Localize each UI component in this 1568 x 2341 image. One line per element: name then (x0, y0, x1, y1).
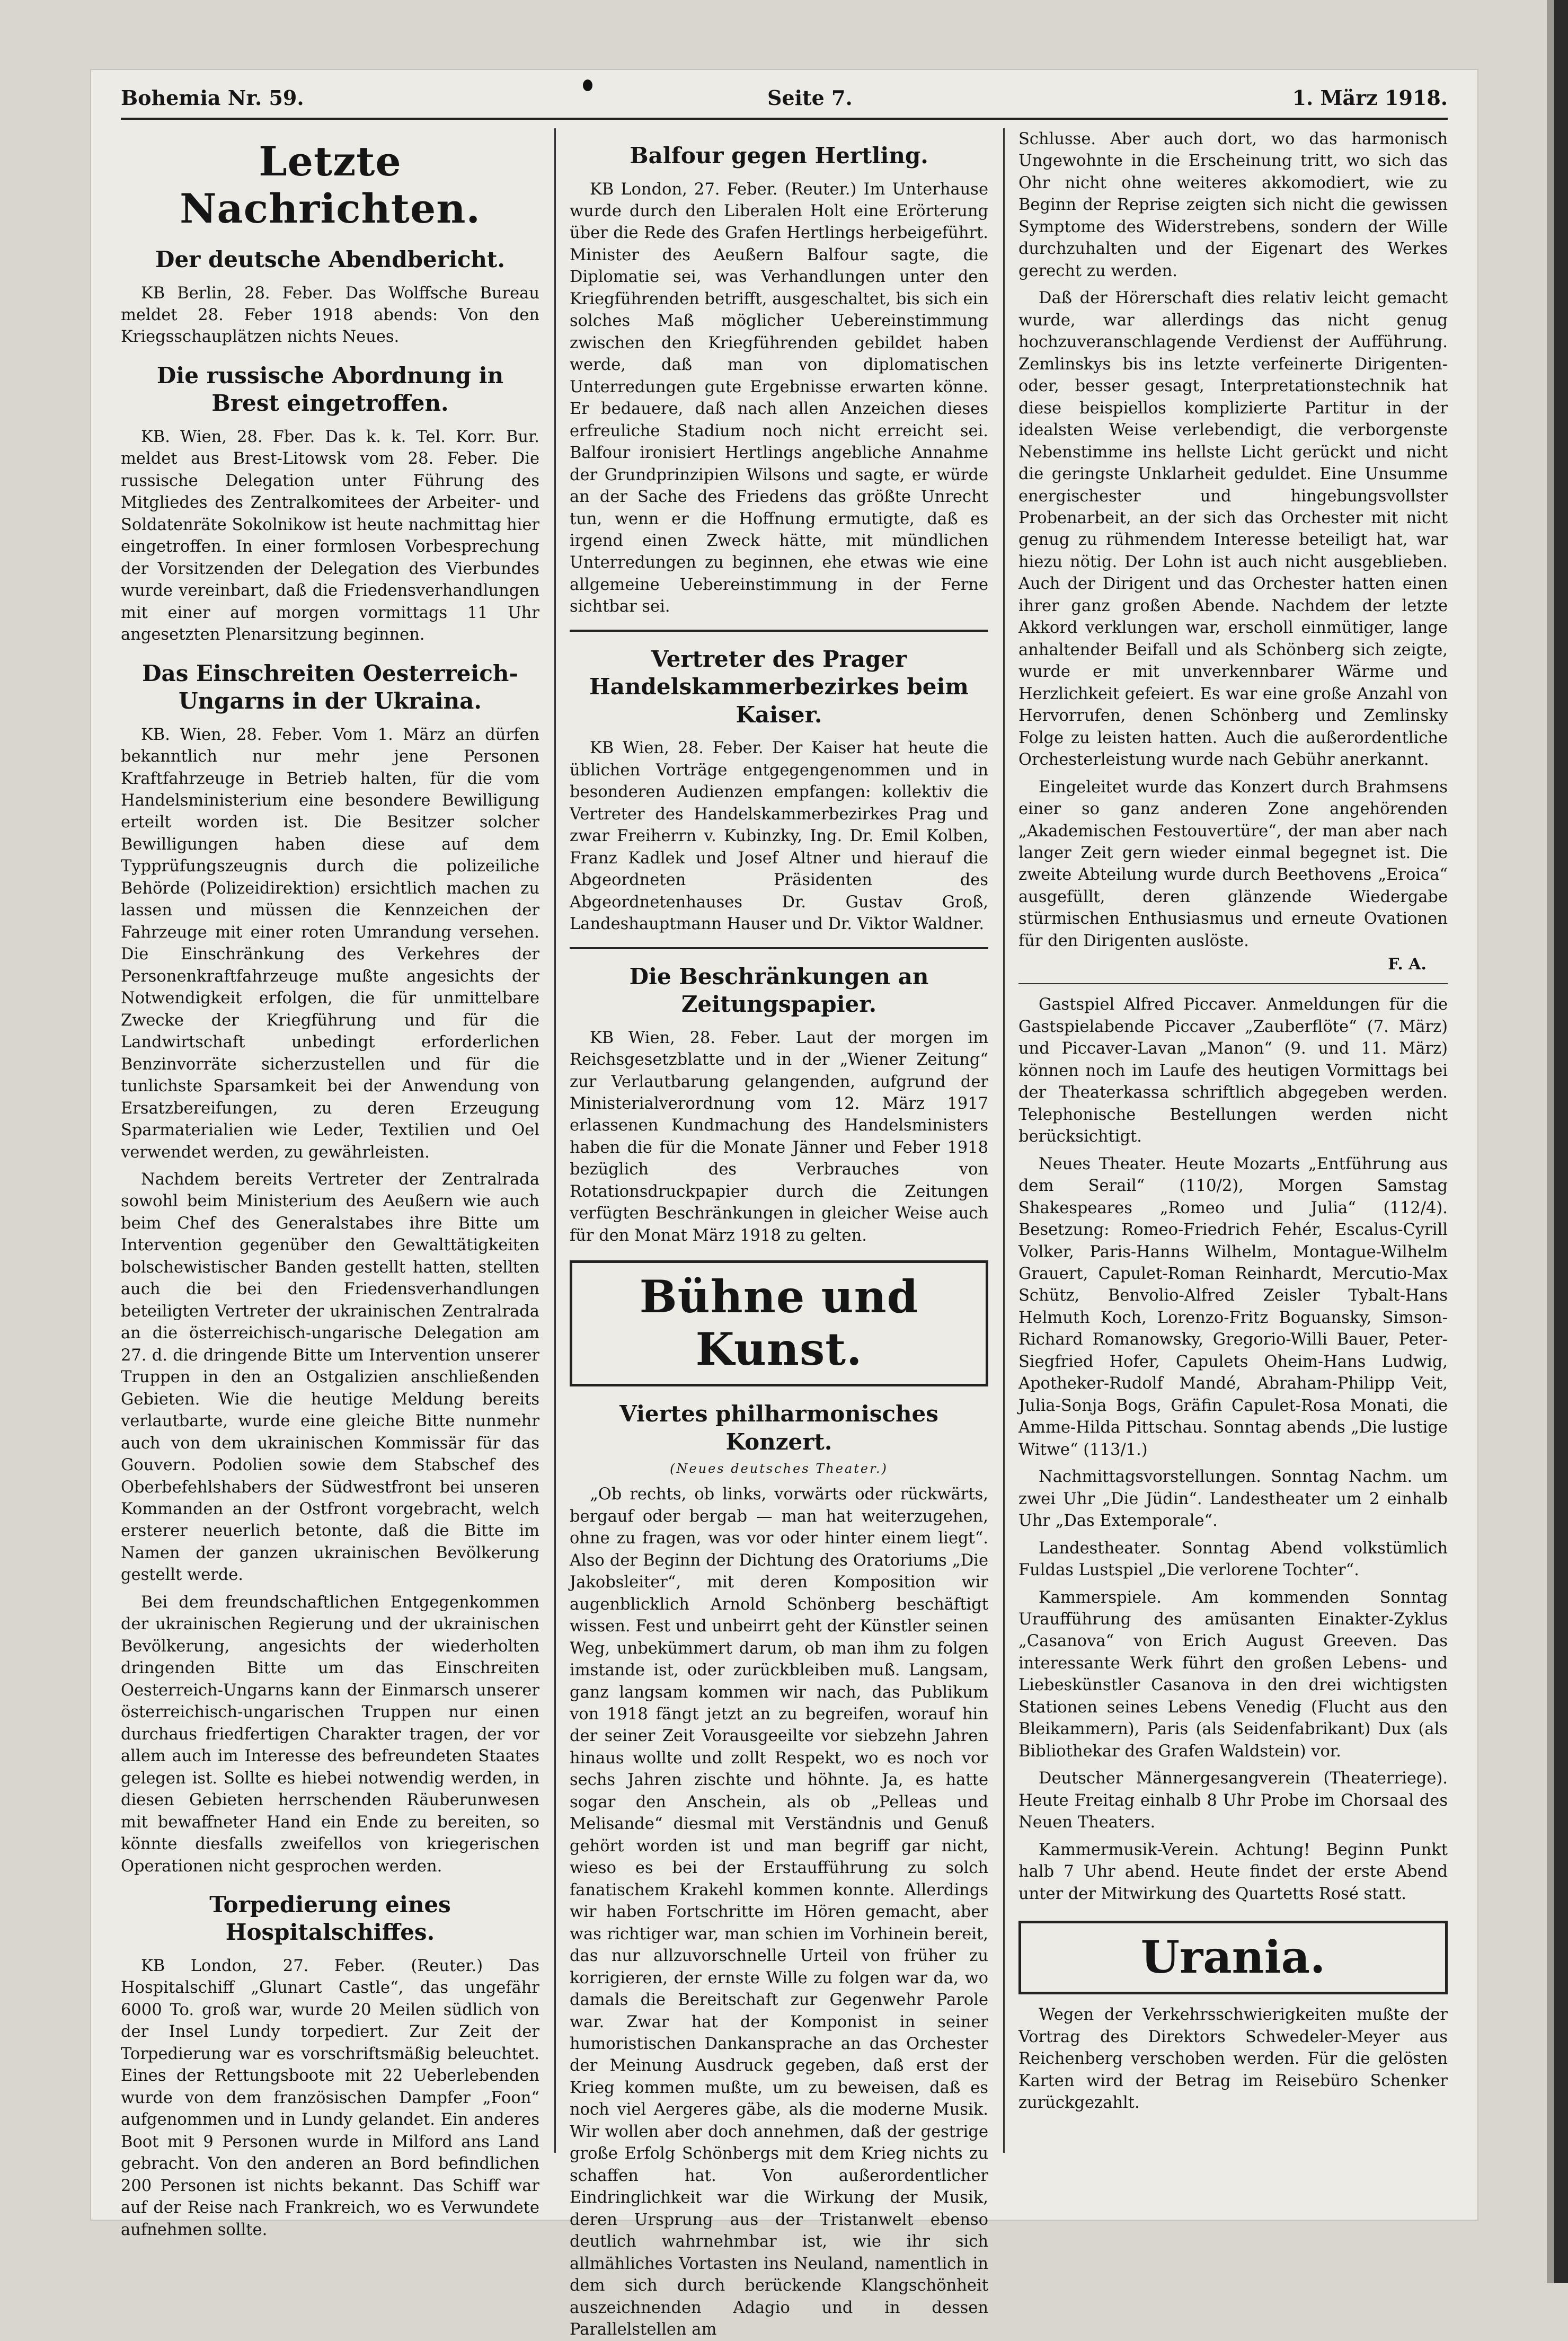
section-title-urania: Urania. (1140, 1931, 1326, 1984)
notice-landestheater: Landestheater. Sonntag Abend volkstümlich Fuldas Lustspiel „Die verlorene Tochter“. (1018, 1539, 1448, 1580)
article-paragraph: KB Berlin, 28. Feber. Das Wolffsche Bureau meldet 28. Feber 1918 abends: Von den Kriegsschauplätzen nichts Neues. (121, 284, 539, 347)
article-title: Balfour gegen Hertling. (630, 143, 928, 169)
article-title: Die russische Abordnung in Brest eingetroffen. (156, 362, 504, 417)
scan-edge-shadow (1547, 0, 1554, 2283)
column-rule-1 (554, 128, 556, 2153)
column-2 (570, 128, 988, 2339)
newspaper-page (90, 69, 1478, 2339)
article-separator (570, 630, 988, 632)
article-title: Vertreter des Prager Handelskammerbezirkes beim Kaiser. (589, 646, 969, 728)
section-box-stage-and-art (570, 1260, 988, 1386)
notice-kammermusik: Kammermusik-Verein. Achtung! Beginn Punkt halb 7 Uhr abend. Heute findet der erste Abend unter der Mitwirkung des Quartetts Rosé statt. (1018, 1840, 1448, 1903)
article-paragraph: KB Wien, 28. Feber. Der Kaiser hat heute die üblichen Vorträge entgegengenommen und in besonderen Audienzen empfangen: kollektiv die Vertreter des Handelskammerbezirkes Prag und zwar Freiherrn v. Kubinzky, Ing. Dr. Emil Kolben, Franz Kadlek und Josef Altner und hierauf die Abgeordneten Präsidenten des Abgeordnetenhauses Dr. Gustav Groß, Landeshauptmann Hauser und Dr. Viktor Waldner. (570, 739, 988, 934)
issue-number: Bohemia Nr. 59. (121, 86, 304, 110)
column-rule-2 (1003, 128, 1005, 2153)
column-3 (1018, 128, 1448, 2158)
scan-edge (1554, 0, 1568, 2283)
notice-kammerspiele: Kammerspiele. Am kommenden Sonntag Uraufführung des amüsanten Einakter-Zyklus „Casanova“ von Erich August Greeven. Das interessante Werk führt den großen Lebens- und Liebeskünstler Casanova in den drei wichtigsten Stationen seines Lebens Venedig (Flucht aus den Bleikammern), Paris (als Seidenfabrikant) Dux (als Bibliothekar des Grafen Waldstein) vor. (1018, 1588, 1448, 1761)
notice-piccaver: Gastspiel Alfred Piccaver. Anmeldungen für die Gastspielabende Piccaver „Zauberflöte“ (7. März) und Piccaver-Lavan „Manon“ (9. und 11. März) können noch im Laufe des heutigen Vormittags bei der Theaterkassa schriftlich abgegeben werden. Telephonische Bestellungen werden nicht berücksichtigt. (1018, 995, 1448, 1146)
article-paragraph: KB. Wien, 28. Feber. Vom 1. März an dürfen bekanntlich nur mehr jene Personen Kraftfahrzeuge in Betrieb halten, für die vom Handelsministerium eine besondere Bewilligung erteilt worden ist. Die Besitzer solcher Bewilligungen haben diese auf dem Typprüfungszeugnis durch die polizeiliche Behörde (Polizeidirektion) ersichtlich machen zu lassen und müssen die Kennzeichen der Fahrzeuge mit einer roten Umrandung versehen. Die Einschränkung des Verkehres der Personenkraftfahrzeuge mußte angesichts der Notwendigkeit erfolgen, die für unmittelbare Zwecke der Kriegführung und für die Landwirtschaft unbedingt erforderlichen Benzinvorräte sicherzustellen und für die tunlichste Sparsamkeit bei der Anwendung von Ersatzbereifungen, zu deren Erzeugung Sparmaterialien wie Leder, Textilien und Oel verwendet werden, zu gewährleisten. (121, 725, 539, 1162)
article-paragraph: Wegen der Verkehrsschwierigkeiten mußte der Vortrag des Direktors Schwedeler-Meyer aus Reichenberg verschoben werden. Für die gelösten Karten wird der Betrag im Reisebüro Schenker zurückgezahlt. (1018, 2006, 1448, 2112)
article-source: (Neues deutsches Theater.) (670, 1461, 888, 1477)
article-paragraph: KB. Wien, 28. Fber. Das k. k. Tel. Korr. Bur. meldet aus Brest-Litowsk vom 28. Feber. Die russische Delegation unter Führung des Mitgliedes des Zentralkomitees der Arbeiter- und Soldatenräte Sokolnikow ist heute nachmittag hier eingetroffen. In einer formlosen Vorbesprechung der Vorsitzenden der Delegation des Vierbundes wurde vereinbart, daß die Friedensverhandlungen mit einer auf morgen vormittags 11 Uhr angesetzten Plenarsitzung beginnen. (121, 427, 539, 644)
notice-maennergesangverein: Deutscher Männergesangverein (Theaterriege). Heute Freitag einhalb 8 Uhr Probe im Chorsaal des Neuen Theaters. (1018, 1769, 1448, 1832)
section-title-stage-and-art: Bühne und Kunst. (639, 1270, 919, 1376)
article-separator (1018, 983, 1448, 984)
notice-neues-theater: Neues Theater. Heute Mozarts „Entführung aus dem Serail“ (110/2), Morgen Samstag Shakespeares „Romeo und Julia“ (112/4). Besetzung: Romeo-Friedrich Fehér, Escalus-Cyrill Volker, Paris-Hanns Wilhelm, Montague-Wilhelm Grauert, Capulet-Roman Reinhardt, Mercutio-Max Schütz, Benvolio-Alfred Zeisler Tybalt-Hans Helmuth Koch, Lorenzo-Fritz Boguansky, Simson-Richard Romanowsky, Gregorio-Willi Bauer, Peter-Siegfried Hofer, Capulets Oheim-Hans Ludwig, Apotheker-Rudolf Mandé, Abraham-Philipp Veit, Julia-Sonja Bogs, Gräfin Capulet-Rosa Monati, die Amme-Hilda Pittschau. Sonntag abends „Die lustige Witwe“ (113/1.) (1018, 1154, 1448, 1459)
article-title: Torpedierung eines Hospitalschiffes. (209, 1891, 451, 1946)
article-title: Viertes philharmonisches Konzert. (619, 1401, 938, 1455)
article-title: Das Einschreiten Oesterreich-Ungarns in der Ukraina. (142, 660, 518, 714)
article-paragraph: Eingeleitet wurde das Konzert durch Brahmsens einer so ganz anderen Zone angehörenden „Akademischen Festouvertüre“, der man aber nach langer Zeit gern wieder einmal begegnet ist. Die zweite Abteilung wurde durch Beethovens „Eroica“ ausgefüllt, deren glänzende Wiedergabe stürmischen Enthusiasmus und erneute Ovationen für den Dirigenten auslöste. (1018, 778, 1448, 950)
page-number: Seite 7. (767, 86, 853, 110)
article-paragraph: KB Wien, 28. Feber. Laut der morgen im Reichsgesetzblatte und in der „Wiener Zeitung“ zur Verlautbarung gelangenden, aufgrund der Ministerialverordnung vom 12. März 1917 erlassenen Kundmachung des Handelsministers haben die für die Monate Jänner und Feber 1918 bezüglich des Verbrauches von Rotationsdruckpapier durch die Zeitungen verfügten Beschränkungen in gleicher Weise auch für den Monat März 1918 zu gelten. (570, 1028, 988, 1245)
article-signature: F. A. (1388, 955, 1427, 974)
section-title-latest-news: Letzte Nachrichten. (180, 138, 481, 232)
article-paragraph: „Ob rechts, ob links, vorwärts oder rückwärts, bergauf oder bergab — man hat weiterzugehen, ohne zu fragen, was vor oder hinter einem liegt“. Also der Beginn der Dichtung des Oratoriums „Die Jakobsleiter“, mit deren Komposition wir augenblicklich Arnold Schönberg beschäftigt wissen. Fest und unbeirrt geht der Künstler seinen Weg, unbekümmert darum, ob man ihm zu folgen imstande ist, oder zurückbleiben muß. Langsam, ganz langsam kommen wir nach, das Publikum von 1918 fängt jetzt an zu begreifen, worauf hin der seiner Zeit Vorausgeeilte vor siebzehn Jahren hinaus wollte und zollt Respekt, wo es noch vor sechs Jahren zischte und höhnte. Ja, es hatte sogar den Anschein, als ob „Pelleas und Melisande“ diesmal mit Verständnis und Genuß gehört worden ist und man begriff gar nicht, wieso es bei der Erstaufführung zu solch fanatischem Krakehl kommen konnte. Allerdings wir haben Fortschritte im Hören gemacht, aber was richtiger war, man schien im Vorhinein bereit, das nur allzuvorschnelle Urteil von früher zu korrigieren, der ernste Wille zu folgen war da, wo damals die Bereitschaft zur Gegenwehr Parole war. Zwar hat der Komponist in seiner humoristischen Dankansprache an das Orchester der Meinung Ausdruck gegeben, daß erst der Krieg kommen mußte, um zu beweisen, daß es noch viel Aergeres gäbe, als die moderne Musik. Wir wollen aber doch annehmen, daß der gestrige große Erfolg Schönbergs mit dem Krieg nichts zu schaffen hat. Von außerordentlicher Eindringlichkeit war die Wirkung der Musik, deren Ursprung aus der Tristanwelt ebenso deutlich wahrnehmbar ist, wie ihr sich allmähliches Vortasten ins Neuland, namentlich in dem sich durch berückende Klangschönheit auszeichnenden Adagio und in dessen Parallelstellen am (570, 1485, 988, 2339)
header-rule (121, 118, 1448, 120)
article-paragraph: KB London, 27. Feber. (Reuter.) Im Unterhause wurde durch den Liberalen Holt eine Erörterung über die Rede des Grafen Hertlings herbeigeführt. Minister des Aeußern Balfour sagte, die Diplomatie sei, was Verhandlungen unter den Kriegführenden betrifft, ausgeschaltet, bis sich ein solches Maß möglicher Uebereinstimmung zwischen den Kriegführenden gebildet haben werde, daß man von diplomatischen Unterredungen gute Ergebnisse erwarten könne. Er bedauere, daß nach allen Anzeichen dieses erfreuliche Stadium noch nicht erreicht sei. Balfour ironisiert Hertlings angebliche Annahme der Grundprinzipien Wilsons und sagte, er würde an der Sache des Friedens das größte Unrecht tun, wenn er die Hoffnung ermutigte, daß es irgend einen Zweck hätte, mit mündlichen Unterredungen zu beginnen, ehe etwas wie eine allgemeine Uebereinstimmung in der Ferne sichtbar sei. (570, 180, 988, 616)
article-paragraph: Bei dem freundschaftlichen Entgegenkommen der ukrainischen Regierung und der ukrainischen Bevölkerung, angesichts der wiederholten dringenden Bitte um das Einschreiten Oesterreich-Ungarns kann der Einmarsch unserer österreichisch-ungarischen Truppen nur einen durchaus friedfertigen Charakter tragen, der vor allem auch im Interesse des befreundeten Staates gelegen ist. Sollte es hiebei notwendig werden, in diesen Gebieten herrschenden Räuberunwesen mit bewaffneter Hand ein Ende zu bereiten, so könnte diesfalls zweifellos von kriegerischen Operationen nicht gesprochen werden. (121, 1593, 539, 1876)
article-paragraph: Nachdem bereits Vertreter der Zentralrada sowohl beim Ministerium des Aeußern wie auch beim Chef des Generalstabes ihre Bitte um Intervention gegenüber den Gewalttätigkeiten bolschewistischer Banden gestellt hatten, stellten auch die bei den Friedensverhandlungen beteiligten Vertreter der ukrainischen Zentralrada an die österreichisch-ungarische Delegation am 27. d. die dringende Bitte um Intervention unserer Truppen in den an Ostgalizien anschließenden Gebieten. Wie die heutige Meldung bereits verlautbarte, wurde eine gleiche Bitte nunmehr auch von dem ukrainischen Kommissär für das Gouvern. Podolien sowie dem Stabschef des Oberbefehlshabers der Südwestfront bei unseren Kommanden an der Ostfront vorgebracht, welch ersterer neuerlich betonte, daß die Bitte im Namen der ganzen ukrainischen Bevölkerung gestellt werde. (121, 1170, 539, 1585)
section-box-urania (1018, 1921, 1448, 1994)
article-paragraph: Schlusse. Aber auch dort, wo das harmonisch Ungewohnte in die Erscheinung tritt, wo sich das Ohr nicht ohne weiteres akkomodiert, wie zu Beginn der Reprise zeigten sich nicht die gewissen Symptome des Widerstrebens, sondern der Wille durchzuhalten und der Eigenart des Werkes gerecht zu werden. (1018, 130, 1448, 280)
article-paragraph: Daß der Hörerschaft dies relativ leicht gemacht wurde, war allerdings das nicht genug hochzuveranschlagende Verdienst der Aufführung. Zemlinskys bis ins letzte verfeinerte Dirigenten- oder, besser gesagt, Interpretationstechnik hat diese beispiellos komplizierte Partitur in der idealsten Weise verlebendigt, die verborgenste Nebenstimme ins hellste Licht gerückt und nicht die geringste Unklarheit geduldet. Eine Unsumme energischester und hingebungsvollster Probenarbeit, an der sich das Orchester mit nicht genug zu rühmendem Interesse beteiligt hat, war hiezu nötig. Der Lohn ist auch nicht ausgeblieben. Auch der Dirigent und das Orchester hatten einen ihrer ganz großen Abende. Nachdem der letzte Akkord verklungen war, erscholl einmütiger, lange anhaltender Beifall und als Schönberg sich zeigte, wurde er mit unverkennbarer Wärme und Herzlichkeit gefeiert. Es war eine große Anzahl von Hervorrufen, denen Schönberg und Zemlinsky Folge zu leisten hatten. Auch die außerordentliche Orchesterleistung wurde nach Gebühr anerkannt. (1018, 289, 1448, 770)
column-1 (121, 128, 539, 2239)
article-title: Die Beschränkungen an Zeitungspapier. (629, 963, 929, 1018)
issue-date: 1. März 1918. (1292, 86, 1448, 110)
article-paragraph: KB London, 27. Feber. (Reuter.) Das Hospitalschiff „Glunart Castle“, das ungefähr 6000 To. groß war, wurde 20 Meilen südlich von der Insel Lundy torpediert. Zur Zeit der Torpedierung war es vorschriftsmäßig beleuchtet. Eines der Rettungsboote mit 22 Ueberlebenden wurde von dem französischen Dampfer „Foon“ aufgenommen und in Lundy gelandet. Ein anderes Boot mit 9 Personen wurde in Milford ans Land gebracht. Von den anderen an Bord befindlichen 200 Personen ist nichts bekannt. Das Schiff war auf der Reise nach Frankreich, wo es Verwundete aufnehmen sollte. (121, 1956, 539, 2239)
article-title: Der deutsche Abendbericht. (155, 246, 505, 272)
page-header (121, 81, 1448, 118)
notice-matinees: Nachmittagsvorstellungen. Sonntag Nachm. um zwei Uhr „Die Jüdin“. Landestheater um 2 einhalb Uhr „Das Extemporale“. (1018, 1468, 1448, 1531)
article-separator (570, 947, 988, 949)
